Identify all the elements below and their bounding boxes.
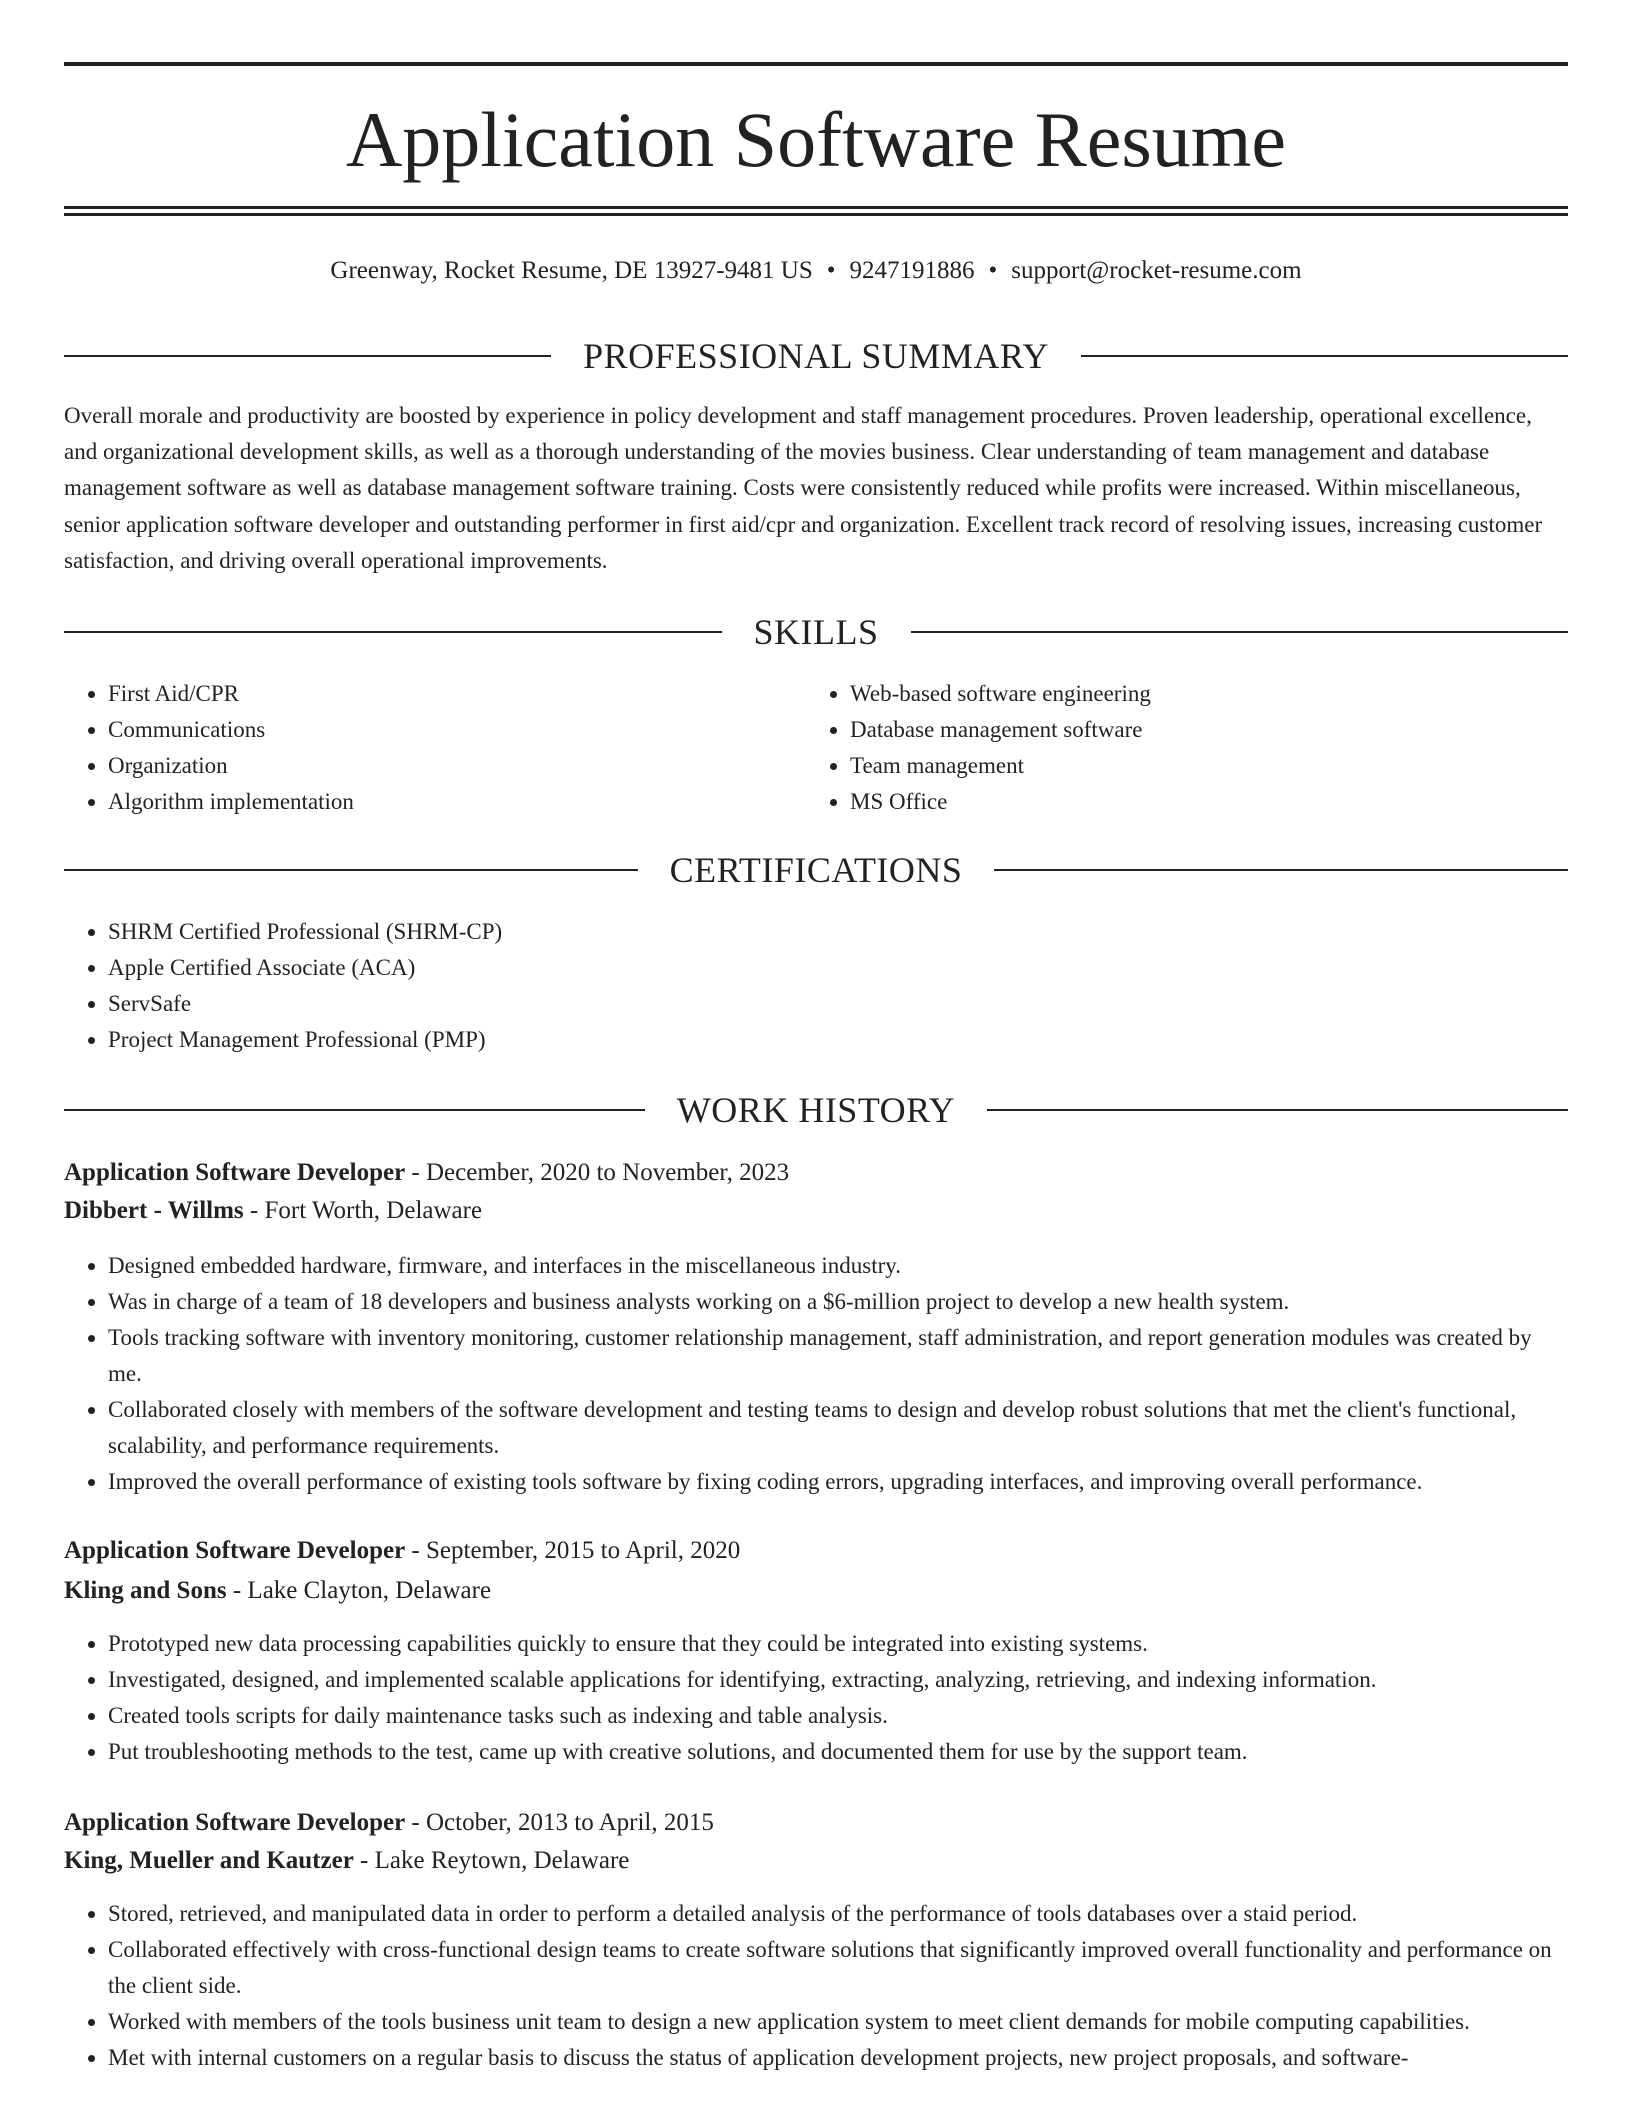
job-bullet-list bbox=[64, 1626, 1568, 1770]
contact-phone: 9247191886 bbox=[849, 257, 975, 284]
job-bullets bbox=[64, 1896, 1568, 2076]
certification-item: • SHRM Certified Professional (SHRM-CP) bbox=[108, 914, 1568, 950]
contact-separator: • bbox=[826, 257, 836, 284]
job-dates: - December, 2020 to November, 2023 bbox=[405, 1159, 790, 1186]
certifications-block bbox=[64, 914, 1568, 1058]
job-title-line bbox=[64, 1533, 1568, 1569]
section-rule bbox=[64, 631, 722, 633]
skills-list-left bbox=[64, 676, 804, 820]
section-title: WORK HISTORY bbox=[676, 1090, 956, 1130]
header-top-rule bbox=[64, 62, 1568, 66]
job-company: Dibbert - Willms bbox=[64, 1197, 244, 1224]
job-bullet: • Collaborated closely with members of the software development and testing teams to design and develop robust solutions that met the client's functional, scalability, and performance requirements. bbox=[108, 1392, 1568, 1464]
section-header-skills bbox=[64, 610, 1568, 654]
section-title: CERTIFICATIONS bbox=[669, 850, 963, 890]
skill-item: • Algorithm implementation bbox=[108, 784, 804, 820]
section-header-certifications bbox=[64, 848, 1568, 892]
section-rule bbox=[64, 1109, 645, 1111]
skill-item: • Organization bbox=[108, 748, 804, 784]
certification-item: • Project Management Professional (PMP) bbox=[108, 1022, 1568, 1058]
section-rule bbox=[987, 1109, 1568, 1111]
skills-column-right bbox=[806, 676, 1546, 820]
skill-item: • MS Office bbox=[850, 784, 1546, 820]
skills-list-right bbox=[806, 676, 1546, 820]
job-bullet: • Collaborated effectively with cross-functional design teams to create software solutions that significantly improved overall functionality and performance on the client side. bbox=[108, 1932, 1568, 2004]
certification-item: • ServSafe bbox=[108, 986, 1568, 1022]
certification-item: • Apple Certified Associate (ACA) bbox=[108, 950, 1568, 986]
job-bullet-list bbox=[64, 1248, 1568, 1500]
job-location: - Lake Clayton, Delaware bbox=[226, 1577, 492, 1604]
section-rule bbox=[911, 631, 1569, 633]
job-bullet: • Stored, retrieved, and manipulated data in order to perform a detailed analysis of the performance of tools databases over a staid period. bbox=[108, 1896, 1568, 1932]
job-location: - Fort Worth, Delaware bbox=[243, 1197, 483, 1224]
job-bullet: • Created tools scripts for daily maintenance tasks such as indexing and table analysis. bbox=[108, 1698, 1568, 1734]
section-rule bbox=[1081, 355, 1568, 357]
contact-address: Greenway, Rocket Resume, DE 13927-9481 US bbox=[330, 257, 813, 284]
job-company: Kling and Sons bbox=[64, 1577, 227, 1604]
job-title: Application Software Developer bbox=[64, 1537, 406, 1564]
job-bullet: • Investigated, designed, and implemented scalable applications for identifying, extracting, analyzing, retrieving, and indexing information. bbox=[108, 1662, 1568, 1698]
resume-title: Application Software Resume bbox=[345, 96, 1287, 183]
contact-line bbox=[64, 254, 1568, 288]
job-bullet: • Designed embedded hardware, firmware, and interfaces in the miscellaneous industry. bbox=[108, 1248, 1568, 1284]
skill-item: • Database management software bbox=[850, 712, 1546, 748]
job-location: - Lake Reytown, Delaware bbox=[353, 1847, 630, 1874]
job-title: Application Software Developer bbox=[64, 1159, 406, 1186]
job-bullet: • Met with internal customers on a regular basis to discuss the status of application development projects, new project proposals, and software- bbox=[108, 2040, 1568, 2076]
job-bullet: • Prototyped new data processing capabilities quickly to ensure that they could be integrated into existing systems. bbox=[108, 1626, 1568, 1662]
skill-item: • Team management bbox=[850, 748, 1546, 784]
job-dates: - September, 2015 to April, 2020 bbox=[405, 1537, 741, 1564]
section-title: PROFESSIONAL SUMMARY bbox=[583, 336, 1049, 376]
skill-item: • Communications bbox=[108, 712, 804, 748]
job-title-line bbox=[64, 1805, 1568, 1841]
job-company-line bbox=[64, 1843, 1568, 1879]
job-bullet-list bbox=[64, 1896, 1568, 2076]
job-bullet: • Put troubleshooting methods to the test, came up with creative solutions, and documented them for use by the support team. bbox=[108, 1734, 1568, 1770]
section-header-work-history bbox=[64, 1088, 1568, 1132]
certifications-list bbox=[64, 914, 1568, 1058]
job-title-line bbox=[64, 1155, 1568, 1191]
section-title: SKILLS bbox=[753, 612, 879, 652]
job-dates: - October, 2013 to April, 2015 bbox=[405, 1809, 714, 1836]
job-company: King, Mueller and Kautzer bbox=[64, 1847, 354, 1874]
section-rule bbox=[994, 869, 1568, 871]
job-bullets bbox=[64, 1248, 1568, 1500]
skill-item: • First Aid/CPR bbox=[108, 676, 804, 712]
job-bullet: • Was in charge of a team of 18 developers and business analysts working on a $6-million project to develop a new health system. bbox=[108, 1284, 1568, 1320]
section-rule bbox=[64, 869, 638, 871]
skill-item: • Web-based software engineering bbox=[850, 676, 1546, 712]
job-bullets bbox=[64, 1626, 1568, 1770]
job-company-line bbox=[64, 1573, 1568, 1609]
job-bullet: • Improved the overall performance of existing tools software by fixing coding errors, upgrading interfaces, and improving overall performance. bbox=[108, 1464, 1568, 1500]
header-double-rule bbox=[64, 206, 1568, 216]
contact-separator: • bbox=[988, 257, 998, 284]
contact-email: support@rocket-resume.com bbox=[1011, 257, 1302, 284]
skills-column-left bbox=[64, 676, 804, 820]
job-bullet: • Worked with members of the tools business unit team to design a new application system to meet client demands for mobile computing capabilities. bbox=[108, 2004, 1568, 2040]
section-rule bbox=[64, 355, 551, 357]
job-company-line bbox=[64, 1193, 1568, 1229]
summary-text: Overall morale and productivity are boosted by experience in policy development and staff management procedures. Proven leadership, operational excellence, and organizational development skills, as well as a thorough understanding of the movies business. Clear understanding of team management and database management software as well as database management software training. Costs were consistently reduced while profits were increased. Within miscellaneous, senior application software developer and outstanding performer in first aid/cpr and organization. Excellent track record of resolving issues, increasing customer satisfaction, and driving overall operational improvements. bbox=[64, 403, 1543, 573]
section-header-summary bbox=[64, 334, 1568, 378]
job-bullet: • Tools tracking software with inventory monitoring, customer relationship management, staff administration, and report generation modules was created by me. bbox=[108, 1320, 1568, 1392]
job-title: Application Software Developer bbox=[64, 1809, 406, 1836]
